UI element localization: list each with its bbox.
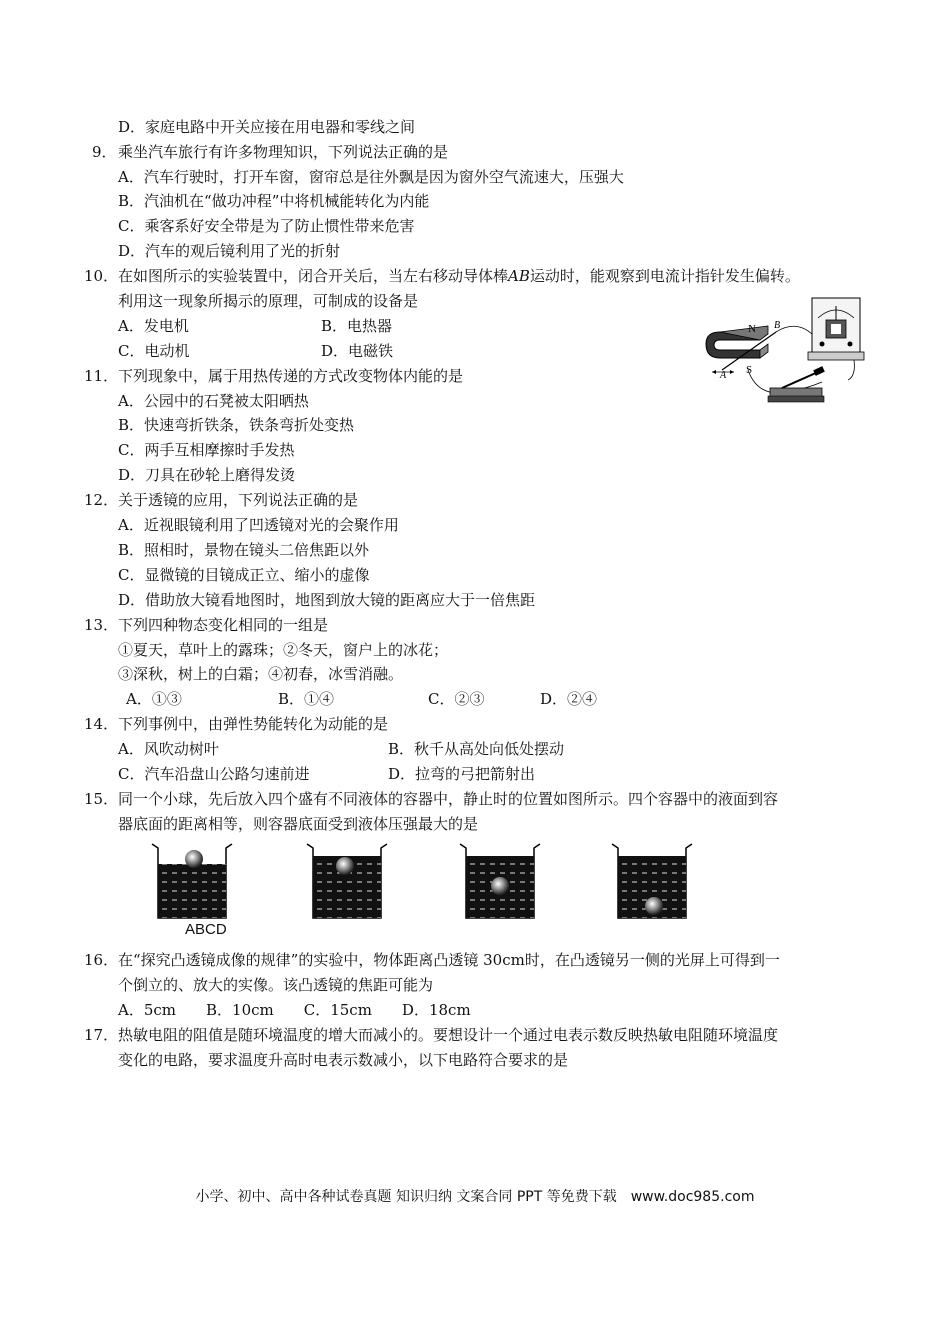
q13-option-a: A．①③ [126,690,182,708]
q10-option-c: C．电动机 [118,342,190,360]
q11-option-d: D．刀具在砂轮上磨得发烫 [118,466,296,484]
q15-number: 15． [84,790,119,808]
q11-option-a: A．公园中的石凳被太阳晒热 [118,392,309,410]
beaker-b [305,842,389,920]
q9-option-d: D．汽车的观后镜利用了光的折射 [118,242,341,260]
q11-stem: 下列现象中，属于用热传递的方式改变物体内能的是 [118,367,464,385]
q17-stem-line2: 变化的电路，要求温度升高时电表示数减小，以下电路符合要求的是 [118,1051,569,1069]
label-a: A [720,370,727,381]
q16-stem: 在“探究凸透镜成像的规律”的实验中，物体距离凸透镜 30cm时，在凸透镜另一侧的光屏上可得到一 [118,951,780,969]
q11-option-c: C．两手互相摩擦时手发热 [118,441,295,459]
ball [336,857,354,875]
q14-option-c: C．汽车沿盘山公路匀速前进 [118,765,310,783]
q13-option-b: B．①④ [278,690,335,708]
q13-stem: 下列四种物态变化相同的一组是 [118,616,329,634]
induction-apparatus-figure [698,288,870,406]
q10-option-d: D．电磁铁 [321,342,394,360]
q13-statement-1: ①夏天，草叶上的露珠；②冬天，窗户上的冰花； [118,641,449,659]
q13-number: 13． [84,616,119,634]
q15-caption: ABCD [185,921,227,938]
u-magnet [706,326,768,358]
beaker-d [610,842,694,920]
q12-number: 12． [84,491,119,509]
q17-stem: 热敏电阻的阻值是随环境温度的增大而减小的。要想设计一个通过电表示数反映热敏电阻随环境温度 [118,1026,779,1044]
q14-option-d: D．拉弯的弓把箭射出 [388,765,536,783]
q9-option-a: A．汽车行驶时，打开车窗，窗帘总是往外飘是因为窗外空气流速大，压强大 [118,168,624,186]
q10-option-b: B．电热器 [321,317,393,335]
q12-option-c: C．显微镜的目镜成正立、缩小的虚像 [118,566,370,584]
beaker-c [458,842,542,920]
q16-number: 16． [84,951,119,969]
beaker-a [150,842,234,920]
q16-options: A．5cm B．10cm C．15cm D．18cm [118,1001,471,1019]
q10-number: 10． [84,267,119,285]
q15-stem: 同一个小球，先后放入四个盛有不同液体的容器中，静止时的位置如图所示。四个容器中的液面到容 [118,790,779,808]
q12-option-d: D．借助放大镜看地图时，地图到放大镜的距离应大于一倍焦距 [118,591,536,609]
q11-number: 11． [84,367,119,385]
q16-stem-line2: 个倒立的、放大的实像。该凸透镜的焦距可能为 [118,976,434,994]
q14-option-b: B．秋千从高处向低处摆动 [388,740,565,758]
label-b: B [774,320,781,331]
q9-stem: 乘坐汽车旅行有许多物理知识，下列说法正确的是 [118,143,449,161]
q13-option-d: D．②④ [540,690,598,708]
q9-number: 9． [92,143,117,161]
q12-stem: 关于透镜的应用，下列说法正确的是 [118,491,359,509]
q14-number: 14． [84,715,119,733]
ball [185,850,203,868]
q9-option-c: C．乘客系好安全带是为了防止惯性带来危害 [118,217,415,235]
q15-stem-line2: 器底面的距离相等，则容器底面受到液体压强最大的是 [118,815,479,833]
galvanometer [808,298,864,360]
page-footer: 小学、初中、高中各种试卷真题 知识归纳 文案合同 PPT 等免费下载 www.doc985.com [195,1189,755,1205]
q17-number: 17． [84,1026,119,1044]
q13-statement-2: ③深秋，树上的白霜；④初春，冰雪消融。 [118,665,404,683]
q9-option-b: B．汽油机在“做功冲程”中将机械能转化为内能 [118,192,430,210]
q12-option-b: B．照相时，景物在镜头二倍焦距以外 [118,541,370,559]
q11-option-b: B．快速弯折铁条，铁条弯折处变热 [118,416,355,434]
q13-option-c: C．②③ [428,690,485,708]
q14-option-a: A．风吹动树叶 [118,740,219,758]
q8-option-d: D．家庭电路中开关应接在用电器和零线之间 [118,118,416,136]
q10-stem: 在如图所示的实验装置中，闭合开关后，当左右移动导体棒AB运动时，能观察到电流计指针发生偏转。 [118,267,800,285]
ball [645,897,663,915]
q10-option-a: A．发电机 [118,317,189,335]
ball [491,877,509,895]
label-s: S [746,364,753,376]
q12-option-a: A．近视眼镜利用了凹透镜对光的会聚作用 [118,516,399,534]
q10-stem-line2: 利用这一现象所揭示的原理，可制成的设备是 [118,292,419,310]
q14-stem: 下列事例中，由弹性势能转化为动能的是 [118,715,389,733]
label-n: N [748,323,756,335]
